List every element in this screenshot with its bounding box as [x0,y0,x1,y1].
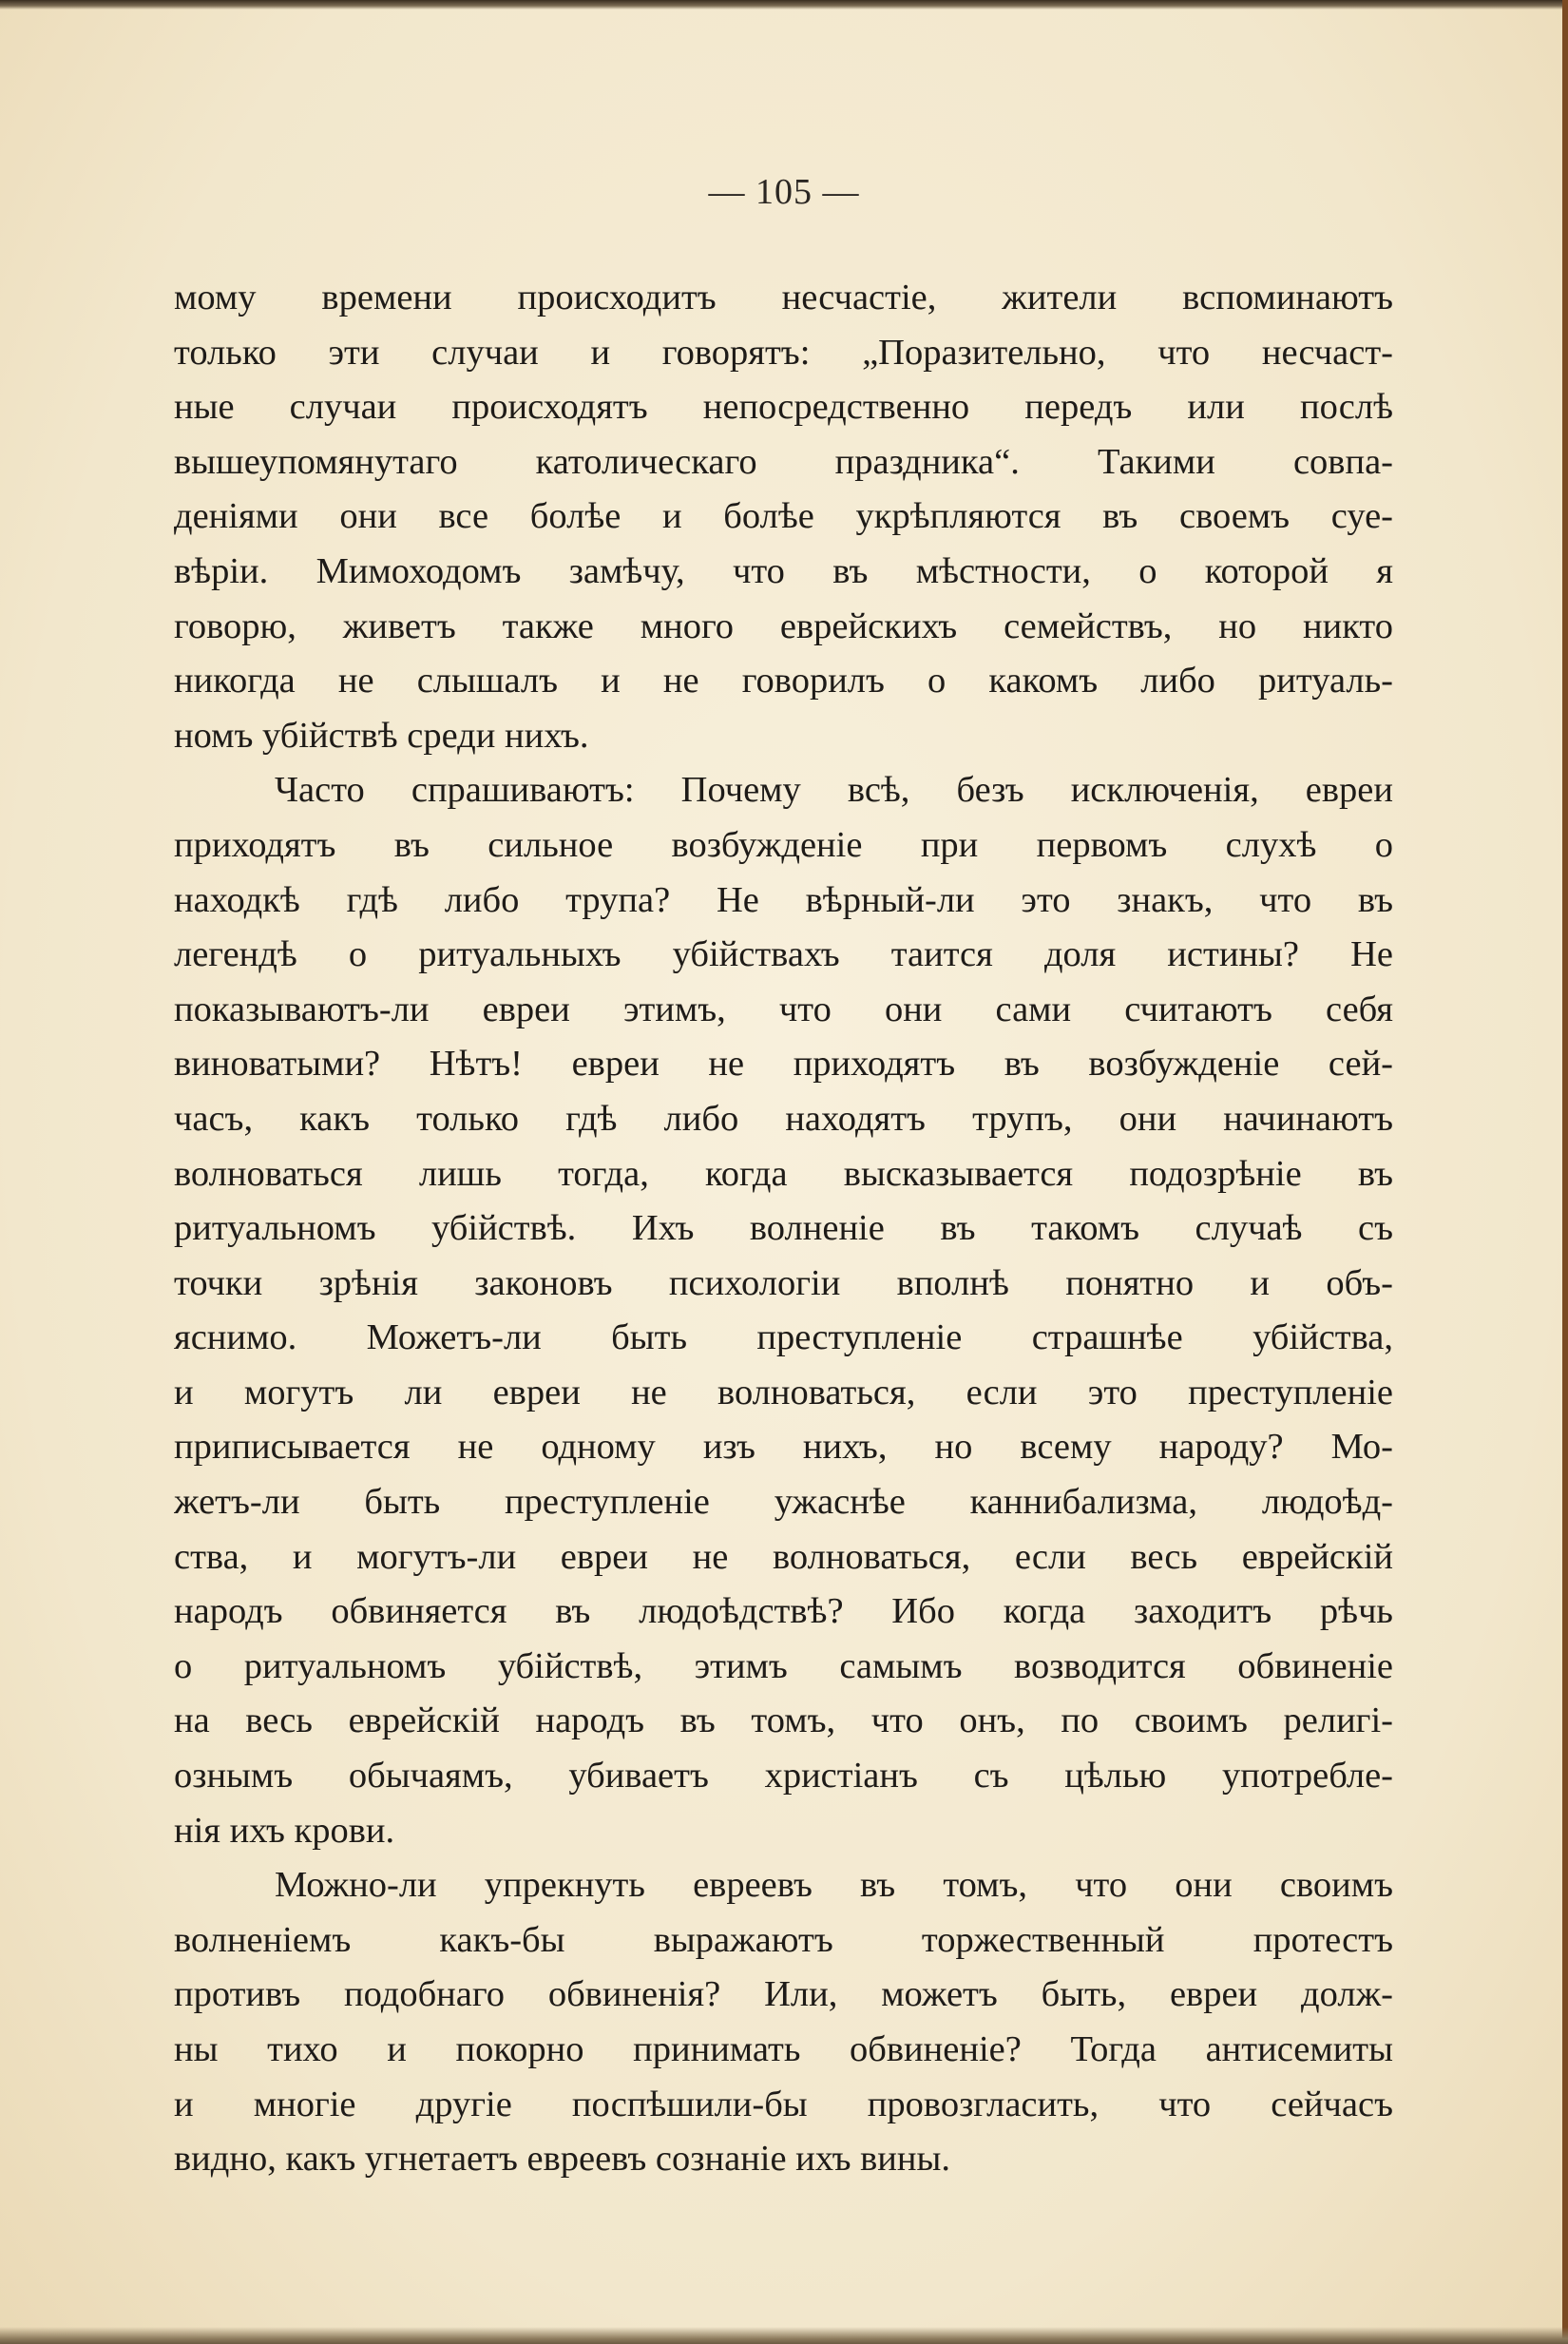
text-line: и многіе другіе поспѣшили-бы провозгласить, что сейчасъ [174,2084,1393,2124]
text-line: волненіемъ какъ-бы выражаютъ торжественный протестъ [174,1919,1393,1960]
page-number: — 105 — [708,172,860,212]
text-line: волноваться лишь тогда, когда высказывается подозрѣніе въ [174,1153,1393,1194]
text-line: легендѣ о ритуальныхъ убійствахъ таится доля истины? Не [174,934,1393,975]
text-line: и могутъ ли евреи не волноваться, если это преступленіе [174,1372,1393,1412]
text-line: приходятъ въ сильное возбужденіе при первомъ слухѣ о [174,824,1393,865]
text-line: никогда не слышалъ и не говорилъ о какомъ либо ритуаль- [174,661,1393,701]
text-line: находкѣ гдѣ либо трупа? Не вѣрный-ли это знакъ, что въ [174,879,1393,920]
text-line: номъ убійствѣ среди нихъ. [174,715,589,756]
text-line: видно, какъ угнетаетъ евреевъ сознаніе ихъ вины. [174,2139,950,2180]
text-line: ритуальномъ убійствѣ. Ихъ волненіе въ такомъ случаѣ съ [174,1208,1393,1249]
text-line: о ритуальномъ убійствѣ, этимъ самымъ возводится обвиненіе [174,1645,1393,1686]
text-line: только эти случаи и говорятъ: „Поразительно, что несчаст- [174,332,1393,373]
page-bottom-edge [0,2327,1568,2344]
text-line: виноватыми? Нѣтъ! евреи не приходятъ въ возбужденіе сей- [174,1044,1393,1085]
text-line: жетъ-ли быть преступленіе ужаснѣе каннибализма, людоѣд- [174,1482,1393,1523]
text-line: ознымъ обычаямъ, убиваетъ христіанъ съ цѣлью употребле- [174,1756,1393,1796]
text-line: точки зрѣнія законовъ психологіи вполнѣ понятно и объ- [174,1262,1393,1303]
text-line: вѣріи. Мимоходомъ замѣчу, что въ мѣстности, о которой я [174,550,1393,591]
text-line: нія ихъ крови. [174,1810,395,1851]
text-line: показываютъ-ли евреи этимъ, что они сами считаютъ себя [174,989,1393,1029]
text-line: ные случаи происходятъ непосредственно передъ или послѣ [174,387,1393,428]
text-line: вышеупомянутаго католическаго праздника“. Такими совпа- [174,441,1393,482]
page-right-edge [1562,0,1568,2344]
text-line: ны тихо и покорно принимать обвиненіе? Тогда антисемиты [174,2029,1393,2069]
text-line: часъ, какъ только гдѣ либо находятъ трупъ, они начинаютъ [174,1098,1393,1139]
text-line: говорю, живетъ также много еврейскихъ семействъ, но никто [174,605,1393,646]
text-line: народъ обвиняется въ людоѣдствѣ? Ибо когда заходитъ рѣчь [174,1591,1393,1632]
text-line: противъ подобнаго обвиненія? Или, можетъ быть, евреи долж- [174,1974,1393,2015]
text-line: Можно-ли упрекнуть евреевъ въ томъ, что они своимъ [275,1865,1393,1906]
text-line: мому времени происходитъ несчастіе, жители вспоминаютъ [174,278,1393,317]
text-line: приписывается не одному изъ нихъ, но всему народу? Мо- [174,1427,1393,1468]
text-line: яснимо. Можетъ-ли быть преступленіе страшнѣе убійства, [174,1317,1393,1358]
text-line: ства, и могутъ-ли евреи не волноваться, если весь еврейскій [174,1536,1393,1577]
page-top-edge [0,0,1568,10]
text-line: деніями они все болѣе и болѣе укрѣпляются въ своемъ суе- [174,496,1393,537]
text-line: на весь еврейскій народъ въ томъ, что онъ, по своимъ религі- [174,1700,1393,1741]
text-line: Часто спрашиваютъ: Почему всѣ, безъ исключенія, евреи [275,770,1393,811]
body-text [174,271,1393,2187]
